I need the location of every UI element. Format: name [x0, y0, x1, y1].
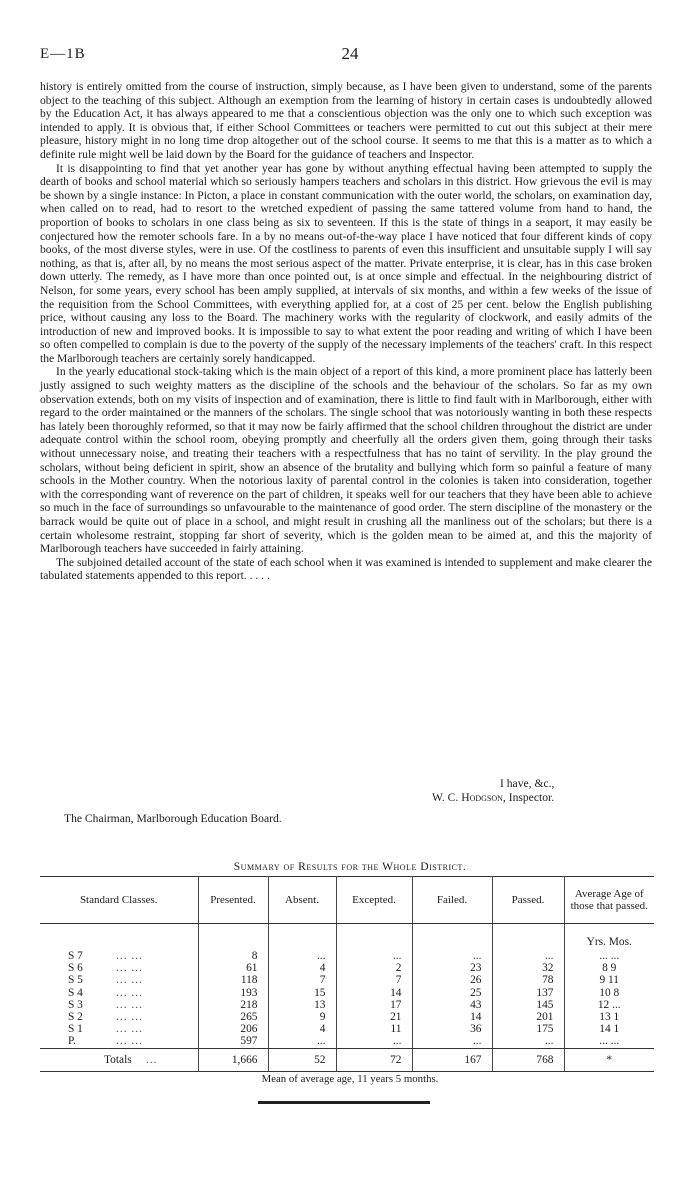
standard-class: S 5 [68, 974, 83, 987]
standard-class: S 4 [68, 986, 83, 999]
dot-leader: ... ... [116, 1035, 143, 1048]
dot-leader: ... ... [116, 962, 143, 975]
standard-class: P. [68, 1035, 76, 1048]
report-body [40, 80, 652, 583]
cell-excepted: 2 [336, 962, 412, 974]
cell-absent: 4 [268, 962, 336, 974]
cell-excepted: ... [336, 1035, 412, 1048]
cell-age: ... ... [564, 1035, 654, 1048]
standard-class: S 3 [68, 998, 83, 1011]
cell-presented: 193 [198, 987, 268, 999]
cell-absent: ... [268, 950, 336, 962]
table-row [40, 1011, 654, 1023]
cell-excepted: 17 [336, 999, 412, 1011]
total-absent: 52 [268, 1048, 336, 1071]
summary-table [40, 876, 654, 1072]
cell-failed: 14 [412, 1011, 492, 1023]
signoff-signature [432, 791, 554, 805]
cell-passed: ... [492, 1035, 564, 1048]
cell-failed: 26 [412, 974, 492, 986]
dot-leader: ... ... [116, 950, 143, 962]
cell-absent: 13 [268, 999, 336, 1011]
document-reference: E—1B [40, 46, 86, 62]
total-age: * [564, 1048, 654, 1071]
cell-presented: 61 [198, 962, 268, 974]
paragraph: It is disappointing to find that yet another year has gone by without anything effectual having been attempted to supply the dearth of books and school material which so seriously hampers teachers and scholars in this district. How grievous the evil is may be shown by a single instance: In Picton, a place in constant communication with the outer world, the scholars, on examination day, when called on to read, had to resort to the wretched expedient of passing the same tattered volume from hand to hand, the proportion of books to scholars in one class being as six to seventeen. If this is the state of things in a seaport, it may easily be conjectured how the remoter schools fare. In a by no means out-of-the-way place I have noticed that four different kinds of copy books, of the most diverse styles, were in use. Of the costliness to parents of even this insufficient and unsuitable supply I will say nothing, as that is, after all, by no means the most serious aspect of the matter. Private enterprise, it is clear, has in this case broken down utterly. The remedy, as I have more than once pointed out, is at once simple and effectual. In the neighbouring district of Nelson, for some years, every school has been amply supplied, at intervals of six months, and within a few weeks of the issue of the requisition from the School Committees, with everything applied for, at a cost of 25 per cent. below the English publishing price, without causing any loss to the Board. The machinery works with the regularity of clockwork, and easily admits of the introduction of new and improved books. It is impossible to say to what extent the poor reading and writing of which I have been so often compelled to complain is due to the poverty of the supply of the necessary implements of the teachers' craft. In this respect the Marlborough teachers are certainly sorely handicapped. [40, 161, 652, 365]
cell-absent: 4 [268, 1023, 336, 1035]
cell-failed: 43 [412, 999, 492, 1011]
cell-excepted: ... [336, 950, 412, 962]
table-row [40, 987, 654, 999]
cell-excepted: 21 [336, 1011, 412, 1023]
dot-leader: ... ... [116, 974, 143, 987]
mean-age-note: Mean of average age, 11 years 5 months. [261, 1073, 439, 1085]
total-passed: 768 [492, 1048, 564, 1071]
signoff-greeting: I have, &c., [500, 777, 555, 790]
dot-leader: ... ... [116, 998, 143, 1011]
cell-presented: 8 [198, 950, 268, 962]
table-row [40, 999, 654, 1011]
cell-presented: 218 [198, 999, 268, 1011]
page-number: 24 [341, 44, 359, 63]
dot-leader: ... ... [116, 1023, 143, 1036]
standard-class: S 1 [68, 1023, 83, 1036]
col-header: Excepted. [336, 877, 412, 924]
signoff-name: W. C. Hodgson [432, 791, 503, 804]
cell-failed: ... [412, 950, 492, 962]
cell-failed: 23 [412, 962, 492, 974]
col-header: Presented. [198, 877, 268, 924]
table-row [40, 962, 654, 974]
cell-presented: 597 [198, 1035, 268, 1048]
cell-passed: 175 [492, 1023, 564, 1035]
cell-passed: 145 [492, 999, 564, 1011]
cell-excepted: 11 [336, 1023, 412, 1035]
cell-failed: 36 [412, 1023, 492, 1035]
cell-absent: 9 [268, 1011, 336, 1023]
cell-failed: ... [412, 1035, 492, 1048]
signoff-title: , Inspector. [502, 791, 555, 804]
cell-passed: 137 [492, 987, 564, 999]
summary-rows [40, 924, 654, 1072]
cell-age: 14 1 [564, 1023, 654, 1035]
dot-leader: ... [145, 1053, 158, 1066]
total-excepted: 72 [336, 1048, 412, 1071]
age-units: Yrs. Mos. [564, 924, 654, 951]
units-row [40, 924, 654, 951]
cell-passed: 201 [492, 1011, 564, 1023]
cell-passed: 78 [492, 974, 564, 986]
table-row [40, 1023, 654, 1035]
standard-class: S 6 [68, 962, 83, 975]
paragraph: In the yearly educational stock-taking which is the main object of a report of this kind, a more prominent place has latterly been justly assigned to such weighty matters as the discipline of the schools and the behaviour of the scholars. So far as my own observation extends, both on my visits of inspection and of examination, there is little to find fault with in Marlborough, either with regard to the order maintained or the manners of the scholars. The single school that was notoriously wanting in both these respects has lately been thoroughly reformed, so that it may now be fairly affirmed that the school children throughout the district are under adequate control within the school room, obeying promptly and cheerfully all the orders given them, going through their tasks without unnecessary noise, and treating their teachers with a respectfulness that has no taint of servility. In the play ground the scholars, without being deficient in spirit, show an absence of the brutality and bullying which form so painful a feature of many schools in the Mother country. When the notorious laxity of parental control in the colonies is taken into consideration, together with the corresponding want of reverence on the part of children, it speaks well for our teachers that they have been able to achieve so much in the face of surroundings so unfavourable to the maintenance of good order. The stern discipline of the monastery or the barrack would be quite out of place in a school, and might result in crushing all the manliness out of the scholars; but there is a certain wholesome restraint, stopping far short of severity, which is the golden mean to be aimed at, and this the majority of Marlborough teachers have succeeded in fairly attaining. [40, 365, 652, 556]
cell-absent: 15 [268, 987, 336, 999]
col-header: Average Age of those that passed. [564, 877, 654, 924]
dot-leader: ... ... [116, 986, 143, 999]
total-failed: 167 [412, 1048, 492, 1071]
col-header: Standard Classes. [40, 877, 198, 924]
dot-leader: ... ... [116, 1011, 143, 1024]
table-row [40, 950, 654, 962]
totals-row [40, 1048, 654, 1071]
cell-age: ... ... [564, 950, 654, 962]
cell-passed: ... [492, 950, 564, 962]
totals-label: Totals [104, 1053, 132, 1066]
total-presented: 1,666 [198, 1048, 268, 1071]
cell-excepted: 14 [336, 987, 412, 999]
table-row [40, 1035, 654, 1048]
cell-excepted: 7 [336, 974, 412, 986]
col-header: Failed. [412, 877, 492, 924]
cell-age: 9 11 [564, 974, 654, 986]
table-header-row [40, 877, 654, 924]
cell-age: 12 ... [564, 999, 654, 1011]
cell-presented: 206 [198, 1023, 268, 1035]
standard-class: S 2 [68, 1011, 83, 1024]
cell-presented: 265 [198, 1011, 268, 1023]
paragraph: The subjoined detailed account of the state of each school when it was examined is intended to supplement and make clearer the tabulated statements appended to this report. . . . . [40, 555, 652, 583]
cell-failed: 25 [412, 987, 492, 999]
col-header: Absent. [268, 877, 336, 924]
cell-age: 10 8 [564, 987, 654, 999]
paragraph: history is entirely omitted from the course of instruction, simply because, as I have been given to understand, some of the parents object to the teaching of this subject. Although an exemption from the learning of history in certain cases is undoubtedly allowed by the Education Act, it has always appeared to me that a conscientious objection was the only one to which such exception was intended to apply. It is obvious that, if either School Committees or teachers were permitted to cut out this subject at their mere pleasure, history might in no long time drop altogether out of the school course. It seems to me that this is a matter as to which a definite rule might well be laid down by the Board for the guidance of teachers and Inspector. [40, 80, 652, 161]
closing-rule [258, 1101, 430, 1104]
cell-presented: 118 [198, 974, 268, 986]
table-row [40, 974, 654, 986]
standard-class: S 7 [68, 950, 83, 962]
col-header: Passed. [492, 877, 564, 924]
cell-age: 8 9 [564, 962, 654, 974]
cell-absent: ... [268, 1035, 336, 1048]
cell-passed: 32 [492, 962, 564, 974]
summary-title: Summary of Results for the Whole District. [233, 860, 467, 873]
cell-absent: 7 [268, 974, 336, 986]
addressee: The Chairman, Marlborough Education Board. [64, 812, 282, 825]
cell-age: 13 1 [564, 1011, 654, 1023]
